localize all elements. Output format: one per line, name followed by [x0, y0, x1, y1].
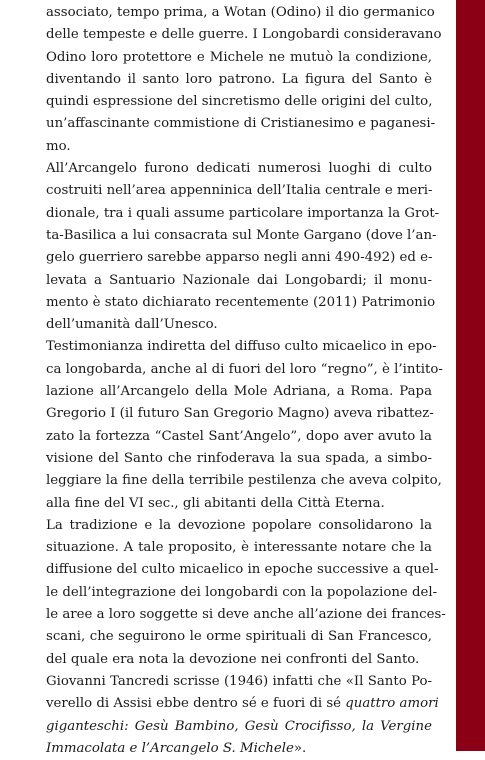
text-line: situazione. A tale proposito, è interessante notare che la — [46, 540, 432, 556]
text-line: Testimonianza indiretta del diffuso culto micaelico in epo- — [46, 339, 437, 355]
text-line: levata a Santuario Nazionale dai Longobardi; il monu- — [46, 272, 432, 288]
text-line — [46, 693, 439, 715]
text-line: dell’umanità dall’Unesco. — [46, 317, 218, 333]
text-line: diffusione del culto micaelico in epoche successive a quel- — [46, 562, 439, 578]
text-line: Giovanni Tancredi scrisse (1946) infatti che «Il Santo Po- — [46, 673, 432, 689]
text-line: gelo guerriero sarebbe apparso negli anni 490-492) ed e- — [46, 250, 433, 266]
body-text — [46, 2, 446, 760]
text-line: del quale era nota la devozione nei confronti del Santo. — [46, 651, 420, 667]
italic-run: quattro amori — [345, 696, 439, 712]
text-line: le dell’integrazione dei longobardi con la popolazione del- — [46, 584, 438, 600]
text-line: zato la fortezza “Castel Sant’Angelo”, dopo aver avuto la — [46, 428, 432, 444]
text-line — [46, 738, 432, 760]
text-line: All’Arcangelo furono dedicati numerosi luoghi di culto — [46, 161, 432, 177]
text-line: costruiti nell’area appenninica dell’Italia centrale e meri- — [46, 183, 433, 199]
text-line: La tradizione e la devozione popolare consolidarono la — [46, 517, 432, 533]
text-line: mento è stato dichiarato recentemente (2011) Patrimonio — [46, 294, 436, 310]
text-line: ca longobarda, anche al di fuori del loro “regno”, è l’intito- — [46, 361, 443, 377]
text-line: delle tempeste e delle guerre. I Longobardi consideravano — [46, 27, 442, 43]
italic-run: Immacolata e l’Arcangelo S. Michele — [46, 740, 294, 756]
text-line: leggiare la fine della terribile pestilenza che aveva colpito, — [46, 473, 442, 489]
text-line: scani, che seguirono le orme spirituali di San Francesco, — [46, 629, 432, 645]
text-line: quindi espressione del sincretismo delle origini del culto, — [46, 94, 433, 110]
text-line: visione del Santo che rinfoderava la sua spada, a simbo- — [46, 450, 432, 466]
text-line: Odino loro protettore e Michele ne mutuò la condizione, — [46, 49, 432, 65]
text-run: ». — [293, 740, 307, 756]
text-line: un’affascinante commistione di Cristianesimo e paganesi- — [46, 116, 436, 132]
text-line: ta-Basilica a lui consacrata sul Monte Gargano (dove l’an- — [46, 227, 437, 243]
text-line — [46, 716, 432, 738]
text-line: alla fine del VI sec., gli abitanti della Città Eterna. — [46, 495, 385, 511]
text-line: diventando il santo loro patrono. La figura del Santo è — [46, 71, 432, 87]
text-line: le aree a loro soggette si deve anche all’azione dei frances- — [46, 607, 446, 623]
accent-sidebar-bar — [456, 0, 485, 751]
text-line: associato, tempo prima, a Wotan (Odino) il dio germanico — [46, 5, 435, 20]
text-line: mo. — [46, 138, 71, 154]
text-line: dionale, tra i quali assume particolare importanza la Grot- — [46, 205, 440, 221]
text-run: verello di Assisi ebbe dentro sé e fuori di sé — [46, 696, 346, 712]
text-line: lazione all’Arcangelo della Mole Adriana, a Roma. Papa — [46, 384, 432, 400]
text-line: Gregorio I (il futuro San Gregorio Magno) aveva ribattez- — [46, 406, 434, 422]
italic-run: giganteschi: Gesù Bambino, Gesù Crocifisso, la Vergine — [46, 718, 432, 734]
